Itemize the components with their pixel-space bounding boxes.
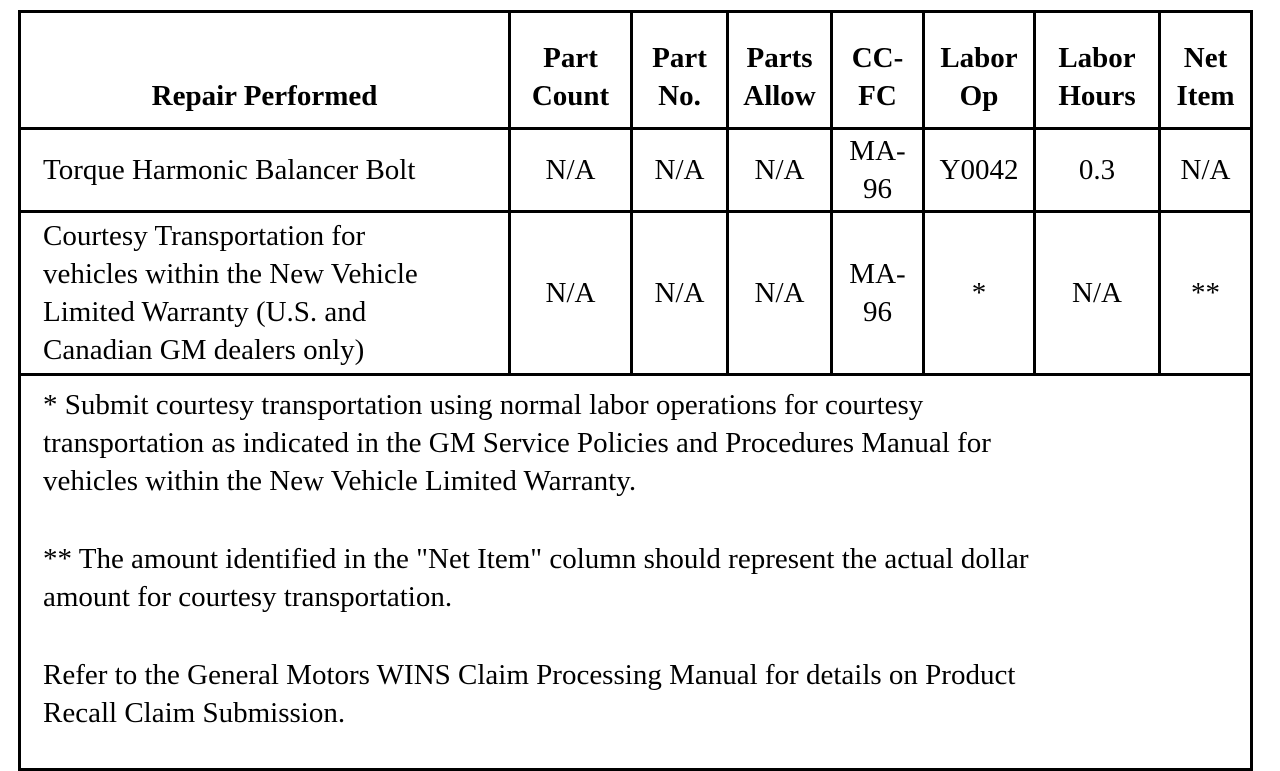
cell-cc-fc: MA- 96 <box>832 212 924 375</box>
header-labor-op: Labor Op <box>924 12 1035 129</box>
header-labor-hours: Labor Hours <box>1035 12 1160 129</box>
notes-cell <box>20 375 1252 770</box>
cell-parts-allow: N/A <box>728 129 832 212</box>
header-net-item: Net Item <box>1160 12 1252 129</box>
header-row <box>20 12 1252 129</box>
claim-table <box>18 10 1253 771</box>
cell-part-no: N/A <box>632 212 728 375</box>
header-cc-fc: CC- FC <box>832 12 924 129</box>
cell-repair-performed: Courtesy Transportation for vehicles within the New Vehicle Limited Warranty (U.S. and Canadian GM dealers only) <box>20 212 510 375</box>
note-net-item: ** The amount identified in the "Net Item" column should represent the actual dollar amount for courtesy transportation. <box>43 543 1029 613</box>
cell-labor-hours: N/A <box>1035 212 1160 375</box>
cell-repair-performed: Torque Harmonic Balancer Bolt <box>20 129 510 212</box>
header-repair-performed: Repair Performed <box>20 12 510 129</box>
note-wins-manual: Refer to the General Motors WINS Claim Processing Manual for details on Product Recall Claim Submission. <box>43 659 1016 729</box>
header-part-count: Part Count <box>510 12 632 129</box>
cell-labor-op: Y0042 <box>924 129 1035 212</box>
note-labor-operations: * Submit courtesy transportation using normal labor operations for courtesy transportation as indicated in the GM Service Policies and Procedures Manual for vehicles within the New Vehicle Limited Warranty. <box>43 389 991 497</box>
notes-row <box>20 375 1252 770</box>
cell-part-no: N/A <box>632 129 728 212</box>
cell-net-item: N/A <box>1160 129 1252 212</box>
cell-net-item: ** <box>1160 212 1252 375</box>
cell-part-count: N/A <box>510 129 632 212</box>
cell-parts-allow: N/A <box>728 212 832 375</box>
cell-labor-hours: 0.3 <box>1035 129 1160 212</box>
cell-part-count: N/A <box>510 212 632 375</box>
header-part-no: Part No. <box>632 12 728 129</box>
claim-information-document <box>18 10 1250 771</box>
table-row <box>20 129 1252 212</box>
cell-labor-op: * <box>924 212 1035 375</box>
table-row <box>20 212 1252 375</box>
header-parts-allow: Parts Allow <box>728 12 832 129</box>
cell-cc-fc: MA- 96 <box>832 129 924 212</box>
